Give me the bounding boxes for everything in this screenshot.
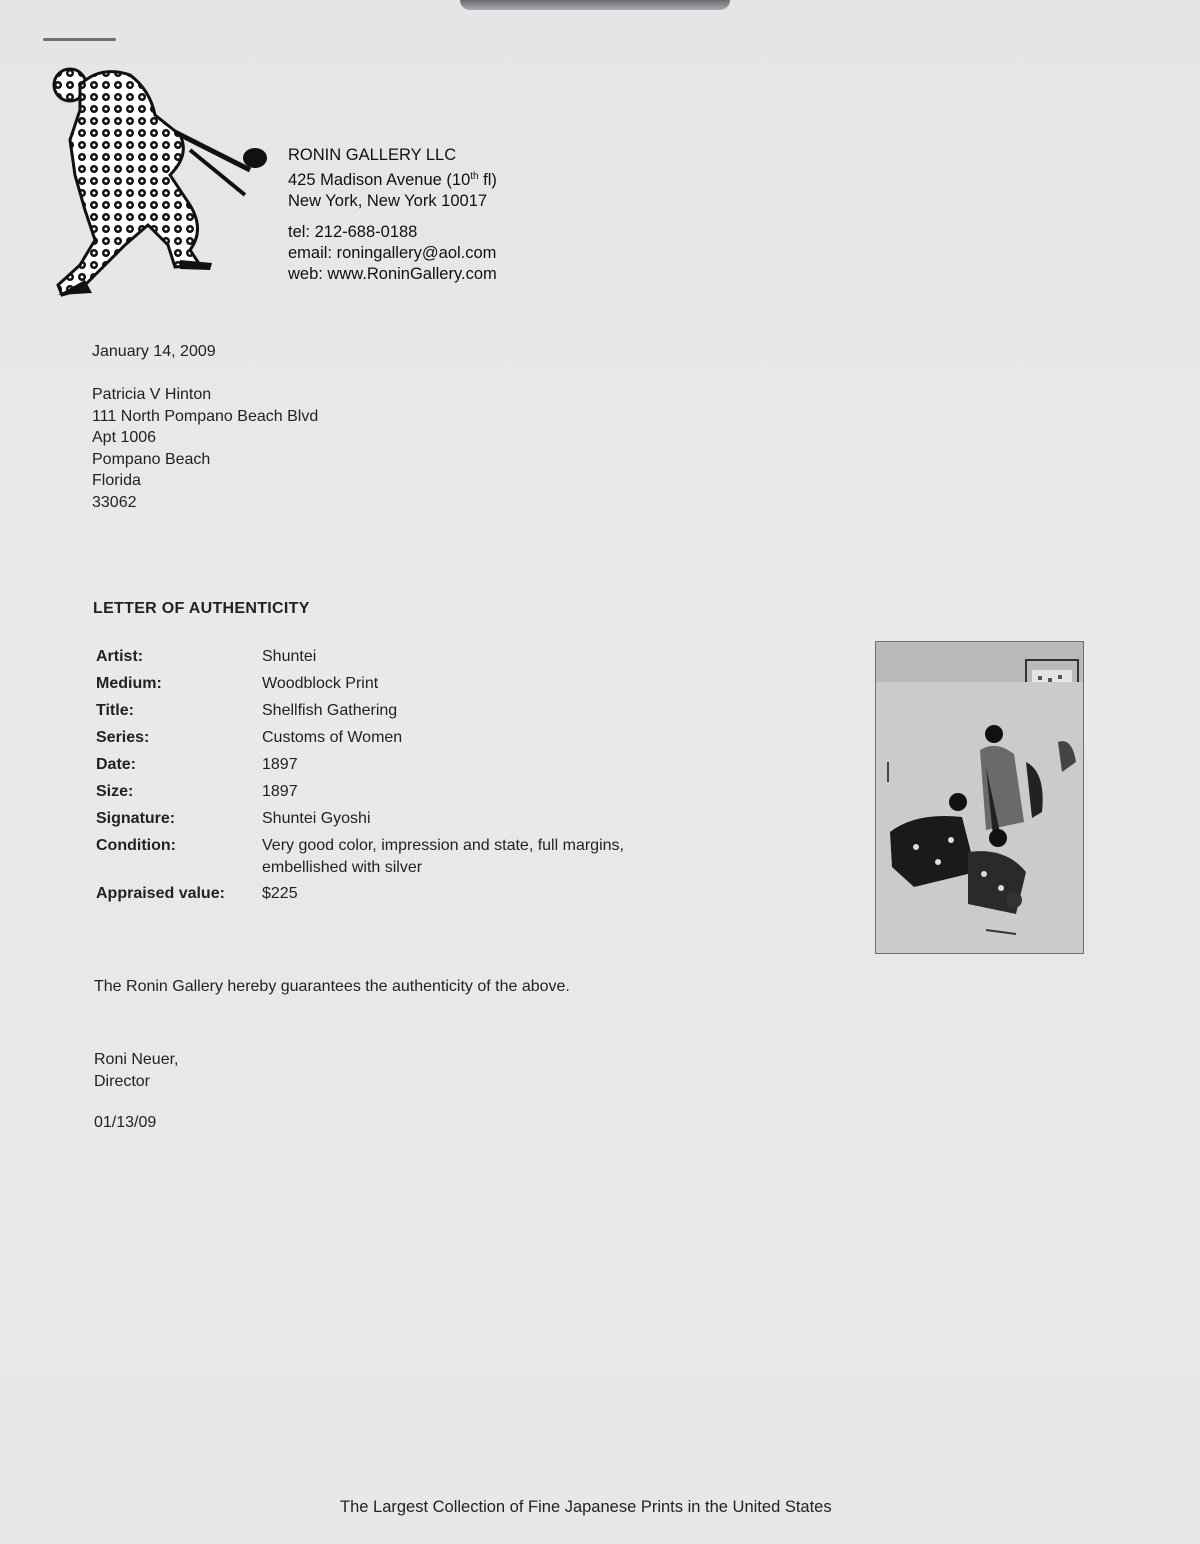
letter-date: January 14, 2009 [92, 343, 216, 360]
detail-row [96, 673, 682, 700]
recipient-address [92, 384, 318, 513]
email: email: roningallery@aol.com [288, 244, 497, 262]
detail-row [96, 646, 682, 673]
detail-row [96, 883, 682, 910]
detail-value: 1897 [262, 756, 298, 773]
detail-value: Customs of Women [262, 729, 403, 746]
woodblock-print-image [876, 642, 1083, 953]
address-line-2: New York, New York 10017 [288, 192, 488, 210]
signer-name: Roni Neuer, [94, 1051, 179, 1068]
staple [43, 38, 116, 41]
letterhead [288, 145, 497, 285]
artwork-thumbnail [875, 641, 1084, 954]
detail-row [96, 700, 682, 727]
telephone: tel: 212-688-0188 [288, 223, 418, 241]
detail-label: Date: [96, 756, 137, 773]
detail-label: Appraised value: [96, 885, 225, 902]
company-name: RONIN GALLERY LLC [288, 146, 457, 164]
address-line-1: 425 Madison Avenue (10th fl) [288, 171, 497, 189]
detail-row [96, 727, 682, 754]
recipient-state: Florida [92, 472, 141, 489]
signoff [94, 1049, 179, 1092]
detail-value: Shellfish Gathering [262, 702, 398, 719]
detail-value: 1897 [262, 783, 298, 800]
detail-value: Very good color, impression and state, full margins, embellished with silver [262, 837, 624, 876]
guarantee-statement: The Ronin Gallery hereby guarantees the authenticity of the above. [94, 978, 570, 995]
website: web: www.RoninGallery.com [288, 265, 497, 283]
artwork-details-table [96, 646, 682, 910]
detail-label: Size: [96, 783, 134, 800]
recipient-zip: 33062 [92, 493, 137, 511]
signer-title: Director [94, 1072, 151, 1090]
detail-row [96, 835, 682, 883]
detail-value: Shuntei Gyoshi [262, 810, 371, 827]
detail-label: Series: [96, 729, 150, 746]
ronin-samurai-logo [40, 55, 280, 300]
recipient-apt: Apt 1006 [92, 429, 157, 446]
detail-value: Woodblock Print [262, 675, 379, 692]
detail-label: Artist: [96, 648, 144, 665]
signature-date: 01/13/09 [94, 1114, 157, 1131]
detail-row [96, 754, 682, 781]
binder-clip [460, 0, 730, 10]
ordinal-suffix: th [470, 171, 479, 182]
detail-row [96, 808, 682, 835]
recipient-city: Pompano Beach [92, 450, 211, 468]
detail-value: $225 [262, 885, 298, 902]
detail-value: Shuntei [262, 648, 317, 665]
footer-tagline: The Largest Collection of Fine Japanese Prints in the United States [340, 1498, 832, 1516]
detail-label: Signature: [96, 810, 176, 827]
detail-label: Title: [96, 702, 134, 719]
recipient-street: 111 North Pompano Beach Blvd [92, 407, 319, 425]
detail-label: Medium: [96, 675, 162, 692]
detail-label: Condition: [96, 837, 176, 854]
recipient-name: Patricia V Hinton [92, 386, 212, 403]
document-title: LETTER OF AUTHENTICITY [93, 600, 310, 617]
detail-row [96, 781, 682, 808]
